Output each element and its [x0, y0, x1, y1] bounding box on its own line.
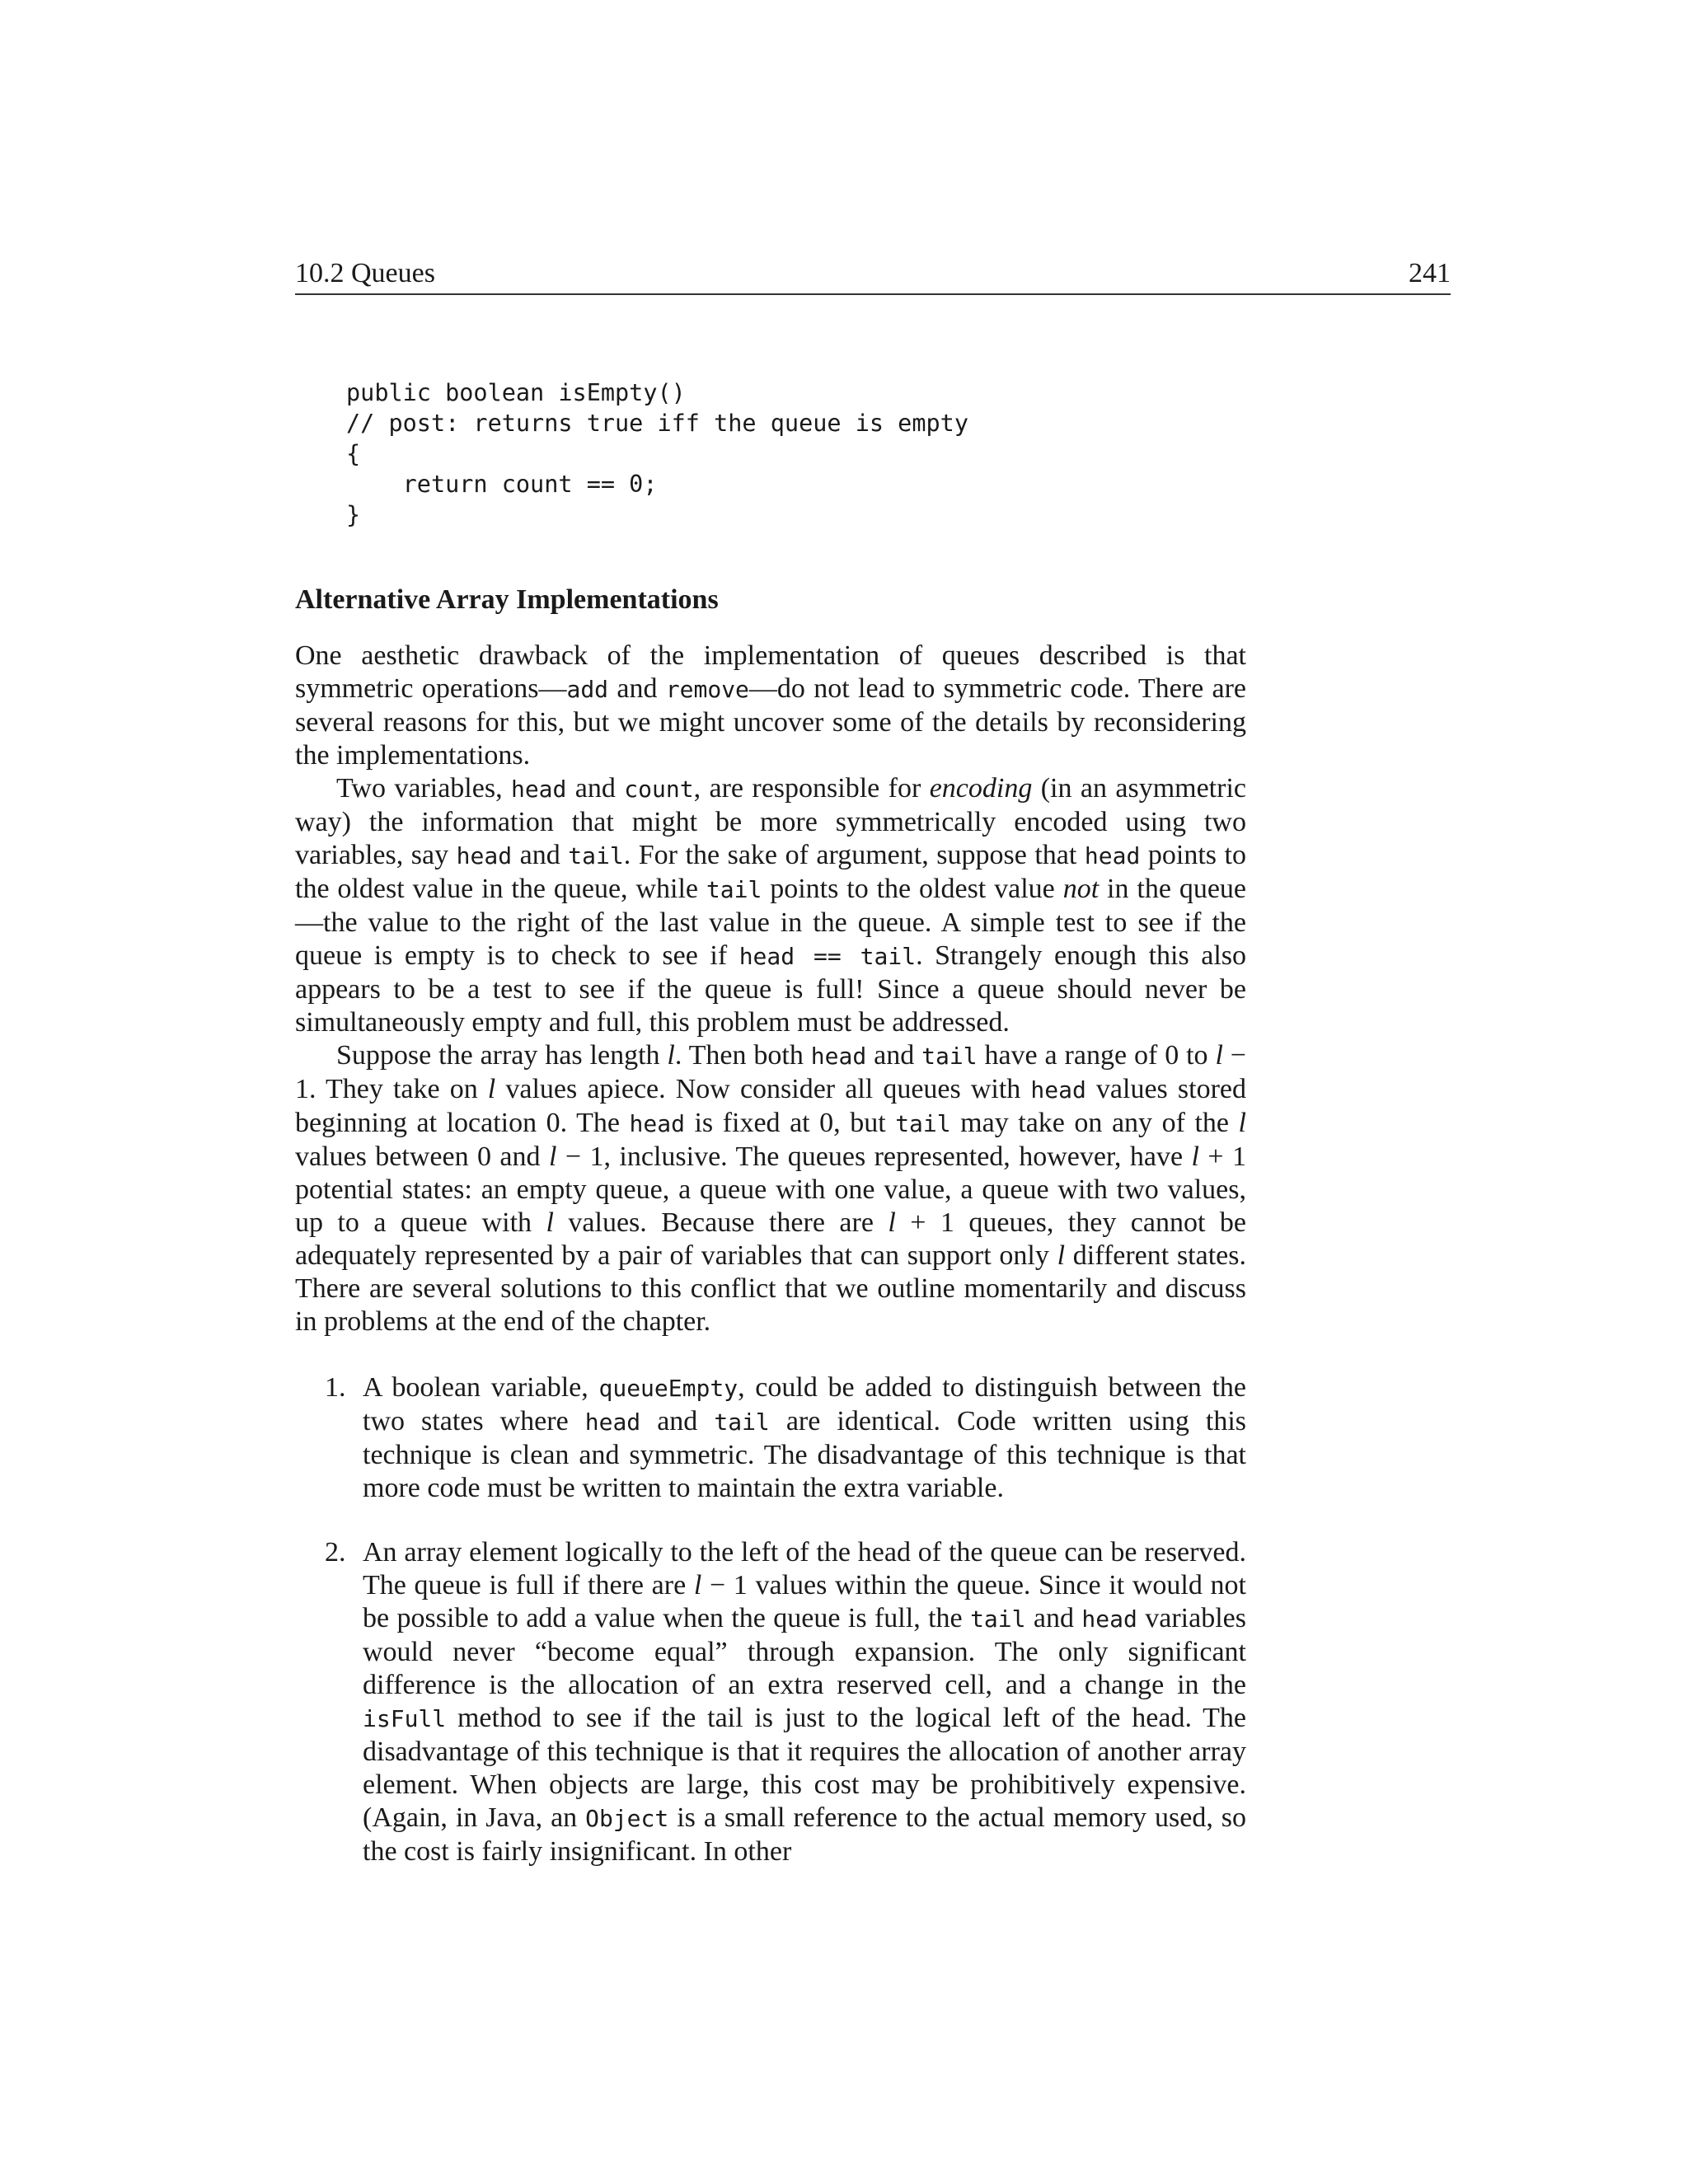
- text: in the queue—the value to the right of the last value in the queue. A simple test to see if the queue is empty is to check to see if: [295, 874, 1247, 971]
- section-title: 10.2 Queues: [295, 258, 435, 288]
- text: . Strangely enough this also appears to be a test to see if the queue is full! Since a queue should never be simultaneously empty and full, this problem must be addressed.: [295, 940, 1246, 1038]
- text: One aesthetic drawback of the implementation of queues described is that symmetric operations—: [295, 640, 1246, 704]
- text: and: [608, 673, 666, 704]
- text: values. Because there are: [553, 1207, 889, 1238]
- code-head: head: [810, 1043, 867, 1070]
- text: have a range of: [977, 1040, 1165, 1071]
- text: method to see if the tail is just to the logical left of the head. The disadvantage of this technique is that it requires the allocation of another array element. When objects are large, this cost may be prohibitively expensive. (Again, in Java, an: [363, 1703, 1246, 1833]
- math: l: [1238, 1108, 1246, 1138]
- text: , are responsible for: [693, 773, 930, 804]
- code-add: add: [566, 676, 609, 703]
- paragraph-1: [295, 640, 1246, 772]
- code-head: head: [1030, 1076, 1086, 1104]
- running-header: [295, 254, 1451, 295]
- text: , could be added to distinguish between the two states where: [363, 1372, 1246, 1436]
- code-tail: tail: [895, 1110, 951, 1137]
- code-head: head: [629, 1110, 685, 1137]
- math: l: [487, 1074, 496, 1104]
- text: values within the queue. Since it would not be possible to add a value when the queue is full, the: [363, 1570, 1246, 1633]
- math: l: [546, 1207, 554, 1238]
- subsection-heading: Alternative Array Implementations: [295, 584, 719, 615]
- code-queueEmpty: queueEmpty: [598, 1375, 738, 1402]
- text: . Then both: [674, 1040, 811, 1071]
- page-number: 241: [1409, 258, 1451, 288]
- text: —do not lead to symmetric code. There are several reasons for this, but we might uncover some of the details by reconsidering the implementations.: [295, 673, 1246, 771]
- math: + 1: [895, 1207, 954, 1238]
- text: and: [566, 773, 625, 804]
- paragraph-2: [295, 772, 1246, 1039]
- list-item: [295, 1371, 1246, 1505]
- math: l: [667, 1040, 675, 1071]
- emphasis: not: [1062, 874, 1100, 904]
- code-line: {: [346, 440, 361, 467]
- math: 0: [1165, 1040, 1179, 1071]
- body-text: [295, 640, 1246, 1900]
- math: 0: [477, 1141, 491, 1172]
- text: values stored beginning at location 0. The: [295, 1074, 1246, 1138]
- math: l: [1191, 1141, 1199, 1172]
- text: and: [491, 1141, 549, 1172]
- text: different states. There are several solutions to this conflict that we outline momentarily and discuss in problems at the end of the chapter.: [295, 1240, 1246, 1337]
- text: . They take on: [309, 1074, 488, 1104]
- text: and: [866, 1040, 922, 1071]
- list-number: 2.: [325, 1537, 346, 1568]
- text: and: [1025, 1603, 1082, 1633]
- math: l: [548, 1141, 557, 1172]
- text: may take on any of the: [950, 1108, 1239, 1138]
- text: . For the sake of argument, suppose that: [623, 840, 1085, 870]
- code-head: head: [456, 842, 513, 869]
- math: l: [888, 1207, 896, 1238]
- text: Suppose the array has length: [336, 1040, 668, 1071]
- code-line: // post: returns true iff the queue is empty: [346, 410, 968, 437]
- list-item: [295, 1536, 1246, 1868]
- code-tail: tail: [970, 1605, 1026, 1633]
- code-tail: tail: [714, 1408, 770, 1436]
- code-line: return count == 0;: [346, 471, 658, 498]
- math: l: [693, 1570, 702, 1601]
- text: A boolean variable,: [363, 1372, 599, 1403]
- code-tail: tail: [568, 842, 624, 869]
- math: l: [1215, 1040, 1223, 1071]
- code-isFull: isFull: [363, 1705, 447, 1732]
- text: variables would never “become equal” through expansion. The only significant difference is the allocation of an extra reserved cell, and a change in the: [363, 1603, 1246, 1700]
- text: points to the oldest value in the queue, while: [295, 840, 1247, 904]
- text: queues, they cannot be adequately represented by a pair of variables that can support only: [295, 1207, 1246, 1271]
- math: − 1: [295, 1040, 1246, 1104]
- text: (in an asymmetric way) the information that might be more symmetrically encoded using two variables, say: [295, 773, 1246, 870]
- emphasis: encoding: [929, 773, 1033, 804]
- code-head: head: [510, 776, 567, 803]
- text: is fixed at 0, but: [684, 1108, 896, 1138]
- code-remove: remove: [665, 676, 749, 703]
- text: Two variables,: [336, 773, 511, 804]
- text: An array element logically to the left of the head of the queue can be reserved. The queue is full if there are: [363, 1537, 1246, 1601]
- code-line: public boolean isEmpty(): [346, 379, 686, 406]
- code-listing: [346, 377, 968, 530]
- text: are identical. Code written using this technique is clean and symmetric. The disadvantage of this technique is that more code must be written to maintain the extra variable.: [363, 1406, 1246, 1503]
- math: l: [1057, 1240, 1066, 1271]
- code-head: head: [584, 1408, 641, 1436]
- text: points to the oldest value: [762, 874, 1063, 904]
- list-number: 1.: [325, 1372, 346, 1403]
- math: − 1: [556, 1141, 604, 1172]
- math: + 1: [1198, 1141, 1246, 1172]
- code-head: head: [1081, 1605, 1137, 1633]
- code-Object: Object: [585, 1805, 669, 1832]
- code-tail: tail: [921, 1043, 978, 1070]
- solutions-list: [295, 1371, 1246, 1868]
- text: is a small reference to the actual memory used, so the cost is fairly insignificant. In other: [363, 1802, 1246, 1867]
- text: , inclusive. The queues represented, however, have: [603, 1141, 1192, 1172]
- code-tail: tail: [706, 876, 762, 903]
- code-head-equals-tail: head == tail: [738, 943, 917, 970]
- text: and: [640, 1406, 715, 1436]
- text: and: [512, 840, 569, 870]
- code-head: head: [1084, 842, 1141, 869]
- math: − 1: [701, 1570, 748, 1601]
- text: to: [1179, 1040, 1216, 1071]
- code-line: }: [346, 501, 361, 528]
- code-count: count: [624, 776, 694, 803]
- text: potential states: an empty queue, a queue with one value, a queue with two values, up to a queue with: [295, 1174, 1246, 1238]
- text: values between: [295, 1141, 477, 1172]
- text: values apiece. Now consider all queues with: [495, 1074, 1031, 1104]
- paragraph-3: [295, 1039, 1246, 1338]
